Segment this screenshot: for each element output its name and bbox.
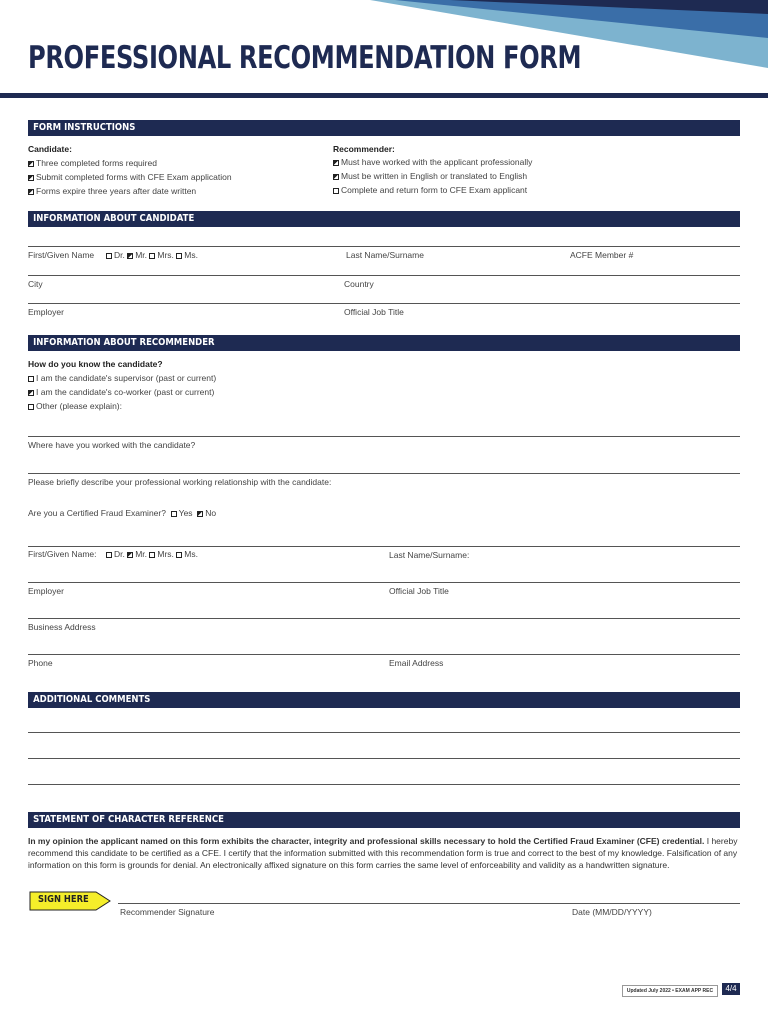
how-know-question: How do you know the candidate?	[28, 359, 163, 369]
candidate-job-title-field[interactable]: Official Job Title	[344, 307, 404, 317]
page-number: 4/4	[722, 983, 740, 995]
signature-label: Recommender Signature	[120, 907, 215, 917]
recommender-label: Recommender:	[333, 144, 395, 154]
candidate-city-field[interactable]: City	[28, 279, 43, 289]
bullet-checkbox-icon	[28, 175, 34, 181]
candidate-instruction-item: Submit completed forms with CFE Exam application	[28, 172, 232, 182]
phone-field[interactable]: Phone	[28, 658, 53, 668]
candidate-instruction-item: Three completed forms required	[28, 158, 157, 168]
candidate-country-field[interactable]: Country	[344, 279, 374, 289]
section-header-comments: ADDITIONAL COMMENTS	[28, 692, 740, 708]
section-header-candidate: INFORMATION ABOUT CANDIDATE	[28, 211, 740, 227]
recommender-employer-field[interactable]: Employer	[28, 586, 64, 596]
candidate-last-name-field[interactable]: Last Name/Surname	[346, 250, 424, 260]
cfe-yes-checkbox[interactable]	[171, 511, 177, 517]
candidate-first-name-field[interactable]: First/Given Name Dr. Mr. Mrs. Ms.	[28, 250, 198, 260]
updated-footer: Updated July 2022 • EXAM APP REC	[622, 985, 718, 997]
field-line	[28, 546, 740, 547]
comments-line[interactable]	[28, 732, 740, 733]
bullet-checkbox-icon	[333, 188, 339, 194]
section-header-statement: STATEMENT OF CHARACTER REFERENCE	[28, 812, 740, 828]
business-address-field[interactable]: Business Address	[28, 622, 96, 632]
comments-line[interactable]	[28, 784, 740, 785]
field-line	[28, 436, 740, 437]
page-title: PROFESSIONAL RECOMMENDATION FORM	[28, 40, 582, 76]
other-checkbox[interactable]	[28, 404, 34, 410]
field-line	[28, 275, 740, 276]
bullet-checkbox-icon	[333, 160, 339, 166]
bullet-checkbox-icon	[28, 161, 34, 167]
supervisor-checkbox[interactable]	[28, 376, 34, 382]
title-mrs-checkbox[interactable]	[149, 552, 155, 558]
signature-line[interactable]	[118, 903, 740, 904]
section-header-instructions: FORM INSTRUCTIONS	[28, 120, 740, 136]
relationship-option-coworker[interactable]: I am the candidate's co-worker (past or current)	[28, 387, 214, 397]
cfe-question: Are you a Certified Fraud Examiner? Yes No	[28, 508, 217, 518]
relationship-option-other[interactable]: Other (please explain):	[28, 401, 122, 411]
recommender-instruction-item: Must have worked with the applicant professionally	[333, 157, 532, 167]
cfe-no-checkbox[interactable]	[197, 511, 203, 517]
date-label: Date (MM/DD/YYYY)	[572, 907, 652, 917]
candidate-label: Candidate:	[28, 144, 72, 154]
title-divider	[0, 93, 768, 98]
title-dr-checkbox[interactable]	[106, 253, 112, 259]
candidate-employer-field[interactable]: Employer	[28, 307, 64, 317]
bullet-checkbox-icon	[333, 174, 339, 180]
field-line	[28, 654, 740, 655]
field-line	[28, 473, 740, 474]
title-mr-checkbox[interactable]	[127, 552, 133, 558]
recommender-instruction-item: Complete and return form to CFE Exam applicant	[333, 185, 527, 195]
field-line	[28, 582, 740, 583]
title-mrs-checkbox[interactable]	[149, 253, 155, 259]
section-header-recommender: INFORMATION ABOUT RECOMMENDER	[28, 335, 740, 351]
bullet-checkbox-icon	[28, 189, 34, 195]
candidate-member-field[interactable]: ACFE Member #	[570, 250, 634, 260]
field-line	[28, 303, 740, 304]
title-dr-checkbox[interactable]	[106, 552, 112, 558]
candidate-instruction-item: Forms expire three years after date written	[28, 186, 196, 196]
field-line	[28, 246, 740, 247]
title-mr-checkbox[interactable]	[127, 253, 133, 259]
sign-here-label: SIGN HERE	[38, 894, 89, 905]
title-ms-checkbox[interactable]	[176, 552, 182, 558]
recommender-first-name-field[interactable]: First/Given Name: Dr. Mr. Mrs. Ms.	[28, 549, 198, 559]
recommender-last-name-field[interactable]: Last Name/Surname:	[389, 550, 470, 560]
comments-line[interactable]	[28, 758, 740, 759]
relationship-option-supervisor[interactable]: I am the candidate's supervisor (past or current)	[28, 373, 216, 383]
recommender-job-title-field[interactable]: Official Job Title	[389, 586, 449, 596]
describe-relationship-field[interactable]: Please briefly describe your professional working relationship with the candidate:	[28, 477, 332, 487]
where-worked-field[interactable]: Where have you worked with the candidate?	[28, 440, 196, 450]
statement-paragraph: In my opinion the applicant named on this form exhibits the character, integrity and professional skills necessary to hold the Certified Fraud Examiner (CFE) credential. I hereby recommend this candidate to be certified as a CFE. I certify that the information submitted with this recommendation form is true and correct to the best of my knowledge. Falsification of any information on this form is grounds for denial. An electronically affixed signature on this form carries the same level of enforceability and validity as a handwritten signature.	[28, 836, 738, 870]
field-line	[28, 618, 740, 619]
recommender-instruction-item: Must be written in English or translated to English	[333, 171, 527, 181]
coworker-checkbox[interactable]	[28, 390, 34, 396]
email-field[interactable]: Email Address	[389, 658, 444, 668]
title-ms-checkbox[interactable]	[176, 253, 182, 259]
